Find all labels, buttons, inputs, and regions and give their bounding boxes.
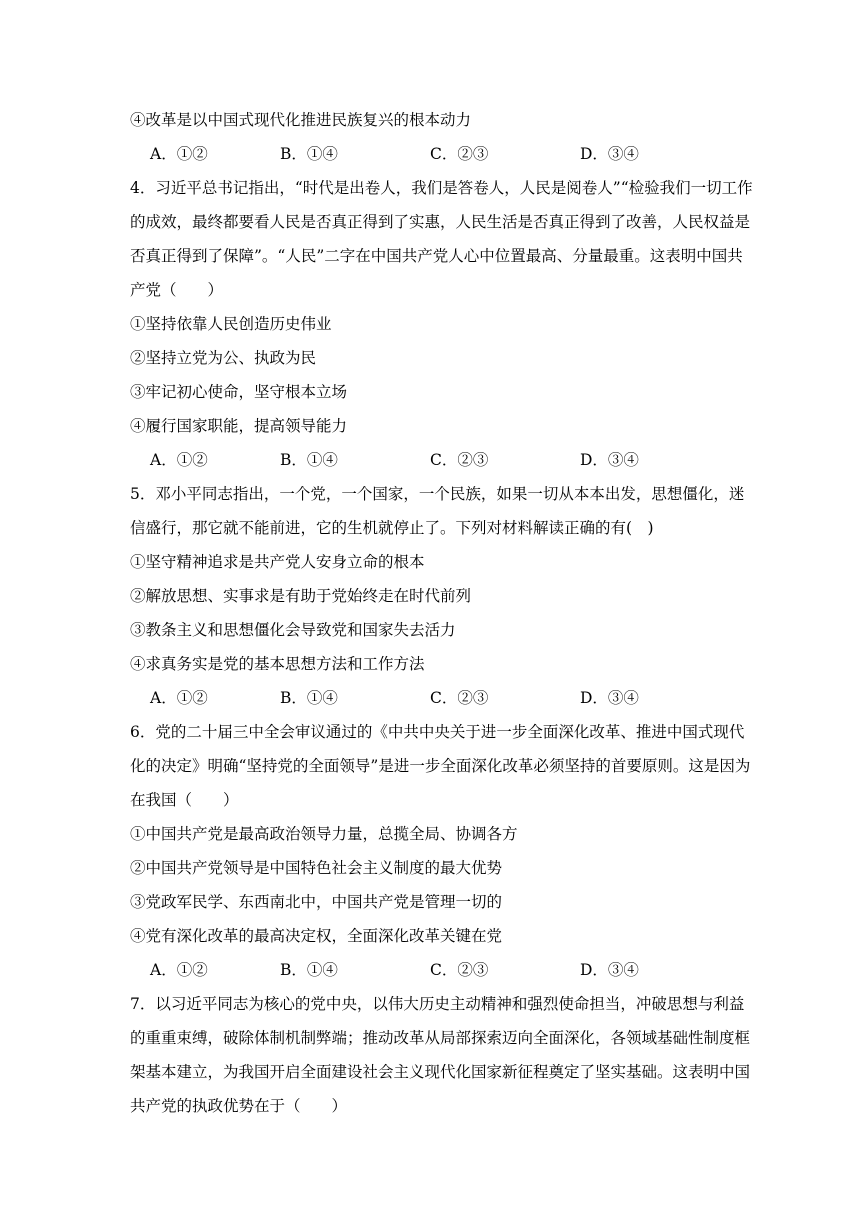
q5-option-a[interactable]: A．①②: [150, 689, 208, 707]
q4-statement-3: ③牢记初心使命，坚守根本立场: [130, 383, 348, 401]
q3-option-d[interactable]: D．③④: [580, 145, 639, 163]
q5-statement-2: ②解放思想、实事求是有助于党始终走在时代前列: [130, 587, 472, 605]
q4-statement-4: ④履行国家职能，提高领导能力: [130, 417, 348, 435]
q5-stem-line-2: 信盛行，那它就不能前进，它的生机就停止了。下列对材料解读正确的有( ): [130, 519, 654, 537]
q3-option-b[interactable]: B．①④: [280, 145, 338, 163]
q4-stem-line-1: 4．习近平总书记指出，“时代是出卷人，我们是答卷人，人民是阅卷人”“检验我们一切工作: [130, 179, 753, 197]
q7-stem-line-2: 的重重束缚，破除体制机制弊端；推动改革从局部探索迈向全面深化，各领域基础性制度框: [130, 1029, 751, 1047]
q3-statement-4: ④改革是以中国式现代化推进民族复兴的根本动力: [130, 111, 472, 129]
q6-statement-4: ④党有深化改革的最高决定权，全面深化改革关键在党: [130, 927, 503, 945]
q4-statement-1: ①坚持依靠人民创造历史伟业: [130, 315, 332, 333]
q5-statement-3: ③教条主义和思想僵化会导致党和国家失去活力: [130, 621, 456, 639]
q5-statement-4: ④求真务实是党的基本思想方法和工作方法: [130, 655, 425, 673]
q6-statement-3: ③党政军民学、东西南北中，中国共产党是管理一切的: [130, 893, 503, 911]
q6-option-c[interactable]: C．②③: [430, 961, 489, 979]
q6-stem-line-1: 6．党的二十届三中全会审议通过的《中共中央关于进一步全面深化改革、推进中国式现代: [130, 723, 745, 741]
q3-option-a[interactable]: A．①②: [150, 145, 208, 163]
q4-stem-line-4: 产党（ ）: [130, 281, 224, 299]
q4-statement-2: ②坚持立党为公、执政为民: [130, 349, 317, 367]
q4-stem-line-2: 的成效，最终都要看人民是否真正得到了实惠，人民生活是否真正得到了改善，人民权益是: [130, 213, 751, 231]
q6-stem-line-3: 在我国（ ）: [130, 791, 239, 809]
q4-option-d[interactable]: D．③④: [580, 451, 639, 469]
q7-stem-line-3: 架基本建立，为我国开启全面建设社会主义现代化国家新征程奠定了坚实基础。这表明中国: [130, 1063, 751, 1081]
q6-option-b[interactable]: B．①④: [280, 961, 338, 979]
q6-option-a[interactable]: A．①②: [150, 961, 208, 979]
q4-option-b[interactable]: B．①④: [280, 451, 338, 469]
q6-statement-2: ②中国共产党领导是中国特色社会主义制度的最大优势: [130, 859, 503, 877]
q7-stem-line-4: 共产党的执政优势在于（ ）: [130, 1097, 348, 1115]
q4-stem-line-3: 否真正得到了保障”。“人民”二字在中国共产党人心中位置最高、分量最重。这表明中国共: [130, 247, 743, 265]
q6-stem-line-2: 化的决定》明确“坚持党的全面领导”是进一步全面深化改革必须坚持的首要原则。这是因为: [130, 757, 751, 775]
q6-statement-1: ①中国共产党是最高政治领导力量，总揽全局、协调各方: [130, 825, 518, 843]
q4-option-c[interactable]: C．②③: [430, 451, 489, 469]
q5-statement-1: ①坚守精神追求是共产党人安身立命的根本: [130, 553, 425, 571]
q7-stem-line-1: 7．以习近平同志为核心的党中央，以伟大历史主动精神和强烈使命担当，冲破思想与利益: [130, 995, 745, 1013]
q4-option-a[interactable]: A．①②: [150, 451, 208, 469]
q5-stem-line-1: 5．邓小平同志指出，一个党，一个国家，一个民族，如果一切从本本出发，思想僵化，迷: [130, 485, 745, 503]
q5-option-c[interactable]: C．②③: [430, 689, 489, 707]
q6-option-d[interactable]: D．③④: [580, 961, 639, 979]
q5-option-d[interactable]: D．③④: [580, 689, 639, 707]
q5-option-b[interactable]: B．①④: [280, 689, 338, 707]
q3-option-c[interactable]: C．②③: [430, 145, 489, 163]
